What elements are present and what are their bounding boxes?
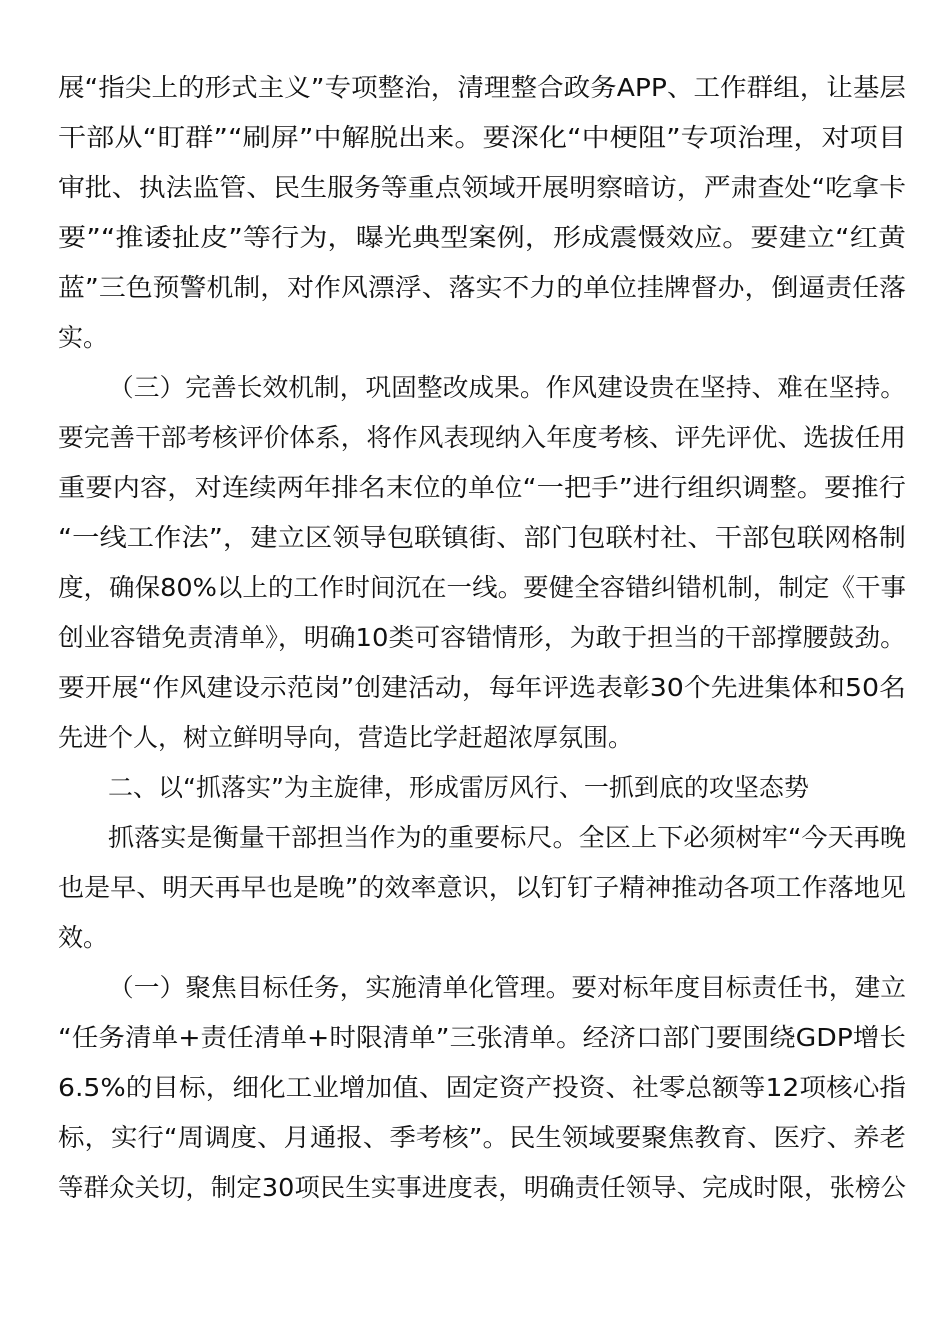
- section-heading: （一）聚焦目标任务，实施清单化管理。要对标年度目标责任书，建立: [108, 973, 906, 1002]
- text-line: 干部从“盯群”“刷屏”中解脱出来。要深化“中梗阻”专项治理，对项目: [58, 123, 907, 152]
- text-line: 标，实行“周调度、月通报、季考核”。民生领域要聚焦教育、医疗、养老: [58, 1123, 906, 1152]
- text-line: 重要内容，对连续两年排名末位的单位“一把手”进行组织调整。要推行: [58, 473, 906, 502]
- text-line: 也是早、明天再早也是晚”的效率意识，以钉钉子精神推动各项工作落地见: [58, 873, 907, 902]
- text-line: 要”“推诿扯皮”等行为，曝光典型案例，形成震慑效应。要建立“红黄: [58, 223, 906, 252]
- text-line: 要完善干部考核评价体系，将作风表现纳入年度考核、评先评优、选拔任用: [58, 423, 906, 452]
- text-line: 展“指尖上的形式主义”专项整治，清理整合政务APP、工作群组，让基层: [58, 73, 906, 102]
- text-line: 抓落实是衡量干部担当作为的重要标尺。全区上下必须树牢“今天再晚: [108, 823, 906, 852]
- text-line: 等群众关切，制定30项民生实事进度表，明确责任领导、完成时限，张榜公: [58, 1173, 906, 1202]
- text-line: “一线工作法”，建立区领导包联镇街、部门包联村社、干部包联网格制: [58, 523, 906, 552]
- text-line: 度，确保80%以上的工作时间沉在一线。要健全容错纠错机制，制定《干事: [58, 573, 906, 602]
- text-line: 蓝”三色预警机制，对作风漂浮、落实不力的单位挂牌督办，倒逼责任落: [58, 273, 907, 302]
- section-heading: （三）完善长效机制，巩固整改成果。作风建设贵在坚持、难在坚持。: [108, 373, 906, 402]
- text-line: 创业容错免责清单》，明确10类可容错情形，为敢于担当的干部撑腰鼓劲。: [58, 623, 906, 652]
- text-line: 审批、执法监管、民生服务等重点领域开展明察暗访，严肃查处“吃拿卡: [58, 173, 907, 202]
- chapter-heading: 二、以“抓落实”为主旋律，形成雷厉风行、一抓到底的攻坚态势: [108, 773, 809, 802]
- text-line: “任务清单+责任清单+时限清单”三张清单。经济口部门要围绕GDP增长: [58, 1023, 907, 1052]
- text-line: 6.5%的目标，细化工业增加值、固定资产投资、社零总额等12项核心指: [58, 1073, 906, 1102]
- text-line: 效。: [58, 923, 109, 952]
- text-line: 要开展“作风建设示范岗”创建活动，每年评选表彰30个先进集体和50名: [58, 673, 907, 702]
- text-line: 实。: [58, 323, 109, 352]
- text-line: 先进个人，树立鲜明导向，营造比学赶超浓厚氛围。: [58, 723, 634, 752]
